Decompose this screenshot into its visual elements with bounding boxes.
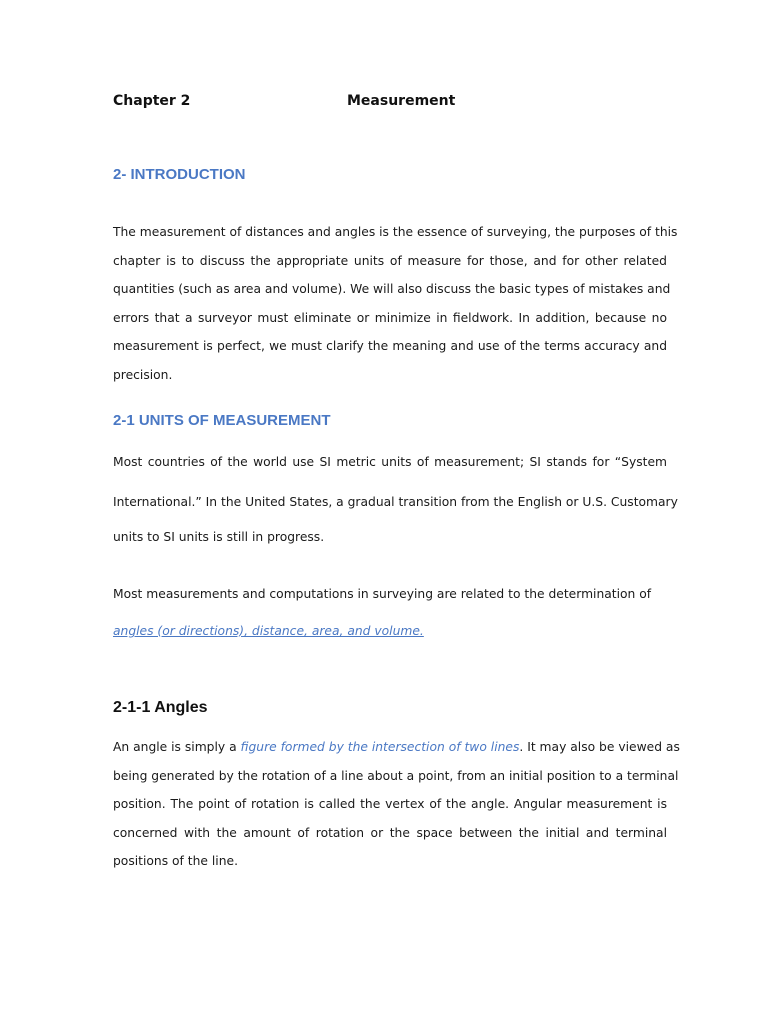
determination-text: Most measurements and computations in surveying are related to the determination of <box>113 587 652 601</box>
angles-highlight: figure formed by the intersection of two lines <box>240 740 520 754</box>
paragraph-line: being generated by the rotation of a line about a point, from an initial position to a terminal <box>113 768 679 783</box>
chapter-label: Chapter 2 <box>113 93 191 109</box>
paragraph-line: units to SI units is still in progress. <box>113 530 325 544</box>
angles-text-suffix: . It may also be viewed as <box>519 740 680 754</box>
chapter-header <box>113 93 667 117</box>
paragraph-line: errors that a surveyor must eliminate or minimize in fieldwork. In addition, because no <box>113 310 667 325</box>
angles-text-prefix: An angle is simply a <box>113 740 241 754</box>
introduction-heading: 2- INTRODUCTION <box>113 166 246 183</box>
paragraph-line: positions of the line. <box>113 854 238 868</box>
paragraph-line: International.” In the United States, a gradual transition from the English or U.S. Customary <box>113 495 678 509</box>
units-paragraph <box>113 454 678 558</box>
angles-heading: 2-1-1 Angles <box>113 699 208 716</box>
paragraph-line <box>113 739 680 768</box>
paragraph-line: measurement is perfect, we must clarify the meaning and use of the terms accuracy and <box>113 339 667 353</box>
paragraph-line: position. The point of rotation is called the vertex of the angle. Angular measurement is <box>113 797 667 811</box>
paragraph-line: Most countries of the world use SI metric units of measurement; SI stands for “System <box>113 455 667 469</box>
chapter-title: Measurement <box>347 93 456 109</box>
determination-link[interactable]: angles (or directions), distance, area, and volume. <box>113 624 424 638</box>
angles-paragraph <box>113 739 680 882</box>
paragraph-line: chapter is to discuss the appropriate units of measure for those, and for other related <box>113 253 667 268</box>
introduction-paragraph <box>113 224 678 395</box>
paragraph-line: The measurement of distances and angles is the essence of surveying, the purposes of this <box>113 225 678 239</box>
units-heading: 2-1 UNITS OF MEASUREMENT <box>113 412 331 429</box>
paragraph-line: quantities (such as area and volume). We will also discuss the basic types of mistakes and <box>113 282 671 296</box>
paragraph-line: precision. <box>113 367 173 382</box>
paragraph-line: concerned with the amount of rotation or the space between the initial and terminal <box>113 825 667 840</box>
